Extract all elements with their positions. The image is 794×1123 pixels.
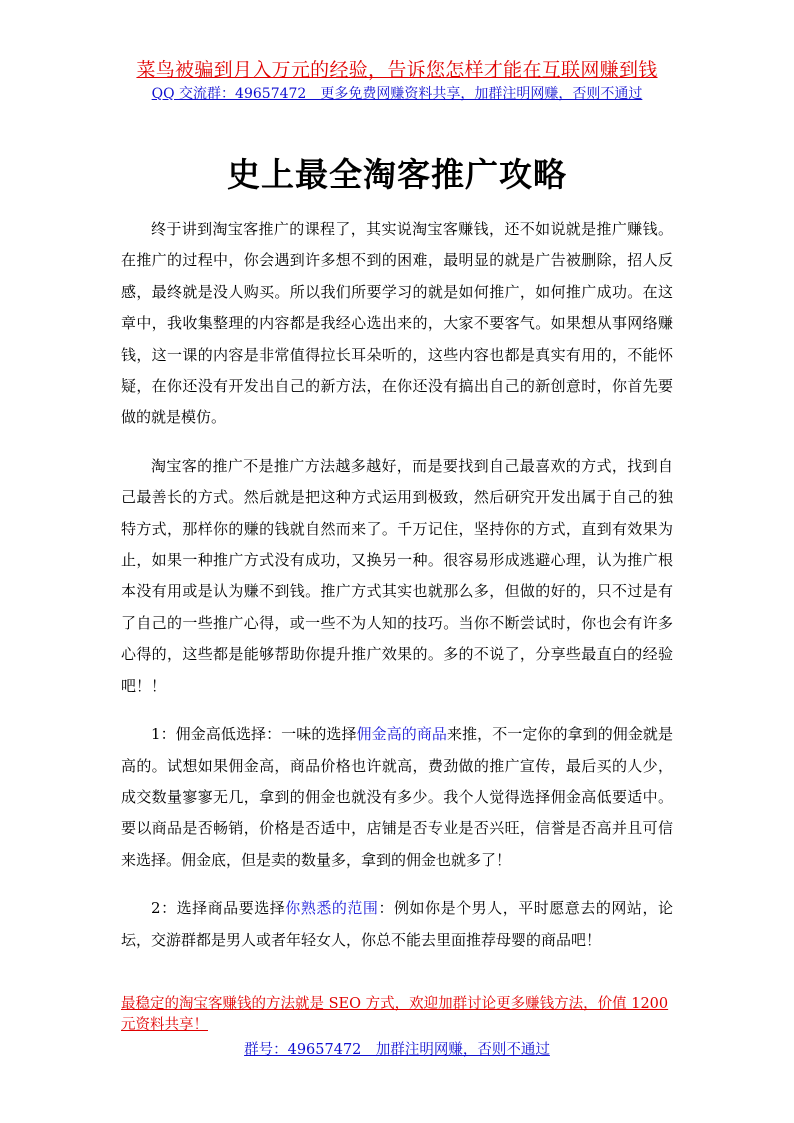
header-qq-group-link[interactable]: QQ 交流群：49657472 更多免费网赚资料共享，加群注明网赚，否则不通过 bbox=[151, 86, 643, 102]
footer-group-link[interactable]: 群号：49657472 加群注明网赚，否则不通过 bbox=[244, 1042, 550, 1058]
point-2-highlight: 你熟悉的范围 bbox=[285, 899, 379, 918]
document-body bbox=[121, 214, 673, 973]
page-footer bbox=[121, 994, 673, 1061]
point-2-lead: 2：选择商品要选择 bbox=[151, 899, 286, 918]
paragraph-intro: 终于讲到淘宝客推广的课程了，其实说淘宝客赚钱，还不如说就是推广赚钱。在推广的过程中，你会遇到许多想不到的困难，最明显的就是广告被删除，招人反感，最终就是没人购买。所以我们所要学习的就是如何推广，如何推广成功。在这章中，我收集整理的内容都是我经心选出来的，大家不要客气。如果想从事网络赚钱，这一课的内容是非常值得拉长耳朵听的，这些内容也都是真实有用的，不能怀疑，在你还没有开发出自己的新方法，在你还没有搞出自己的新创意时，你首先要做的就是模仿。 bbox=[121, 220, 673, 427]
point-1-highlight: 佣金高的商品 bbox=[356, 725, 447, 744]
page-header bbox=[110, 56, 684, 104]
point-1-lead: 1：佣金高低选择：一味的选择 bbox=[151, 725, 357, 744]
document-title: 史上最全淘客推广攻略 bbox=[227, 155, 567, 194]
paragraph-point-1 bbox=[121, 719, 673, 876]
paragraph-point-2 bbox=[121, 893, 673, 956]
footer-promo-link[interactable]: 最稳定的淘宝客赚钱的方法就是 SEO 方式，欢迎加群讨论更多赚钱方法，价值 1200 元资料共享！ bbox=[121, 996, 669, 1033]
point-2-rest: ：例如你是个男人，平时愿意去的网站，论坛，交游群都是男人或者年轻女人，你总不能去里面推荐母婴的商品吧！ bbox=[121, 899, 673, 949]
point-1-rest: 来推，不一定你的拿到的佣金就是高的。试想如果佣金高，商品价格也许就高，费劲做的推广宣传，最后买的人少，成交数量寥寥无几，拿到的佣金也就没有多少。我个人觉得选择佣金高低要适中。要以商品是否畅销，价格是否适中，店铺是否专业是否兴旺，信誉是否高并且可信来选择。佣金底，但是卖的数量多，拿到的佣金也就多了！ bbox=[121, 725, 673, 869]
footer-group-line bbox=[121, 1040, 673, 1061]
header-promo-link[interactable]: 菜鸟被骗到月入万元的经验，告诉您怎样才能在互联网赚到钱 bbox=[136, 59, 658, 81]
paragraph-method: 淘宝客的推广不是推广方法越多越好，而是要找到自己最喜欢的方式，找到自己最善长的方式。然后就是把这种方式运用到极致，然后研究开发出属于自己的独特方式，那样你的赚的钱就自然而来了。千万记住，坚持你的方式，直到有效果为止，如果一种推广方式没有成功，又换另一种。很容易形成逃避心理，认为推广根本没有用或是认为赚不到钱。推广方式其实也就那么多，但做的好的，只不过是有了自己的一些推广心得，或一些不为人知的技巧。当你不断尝试时，你也会有许多心得的，这些都是能够帮助你提升推广效果的。多的不说了，分享些最直白的经验吧！！ bbox=[121, 456, 673, 695]
